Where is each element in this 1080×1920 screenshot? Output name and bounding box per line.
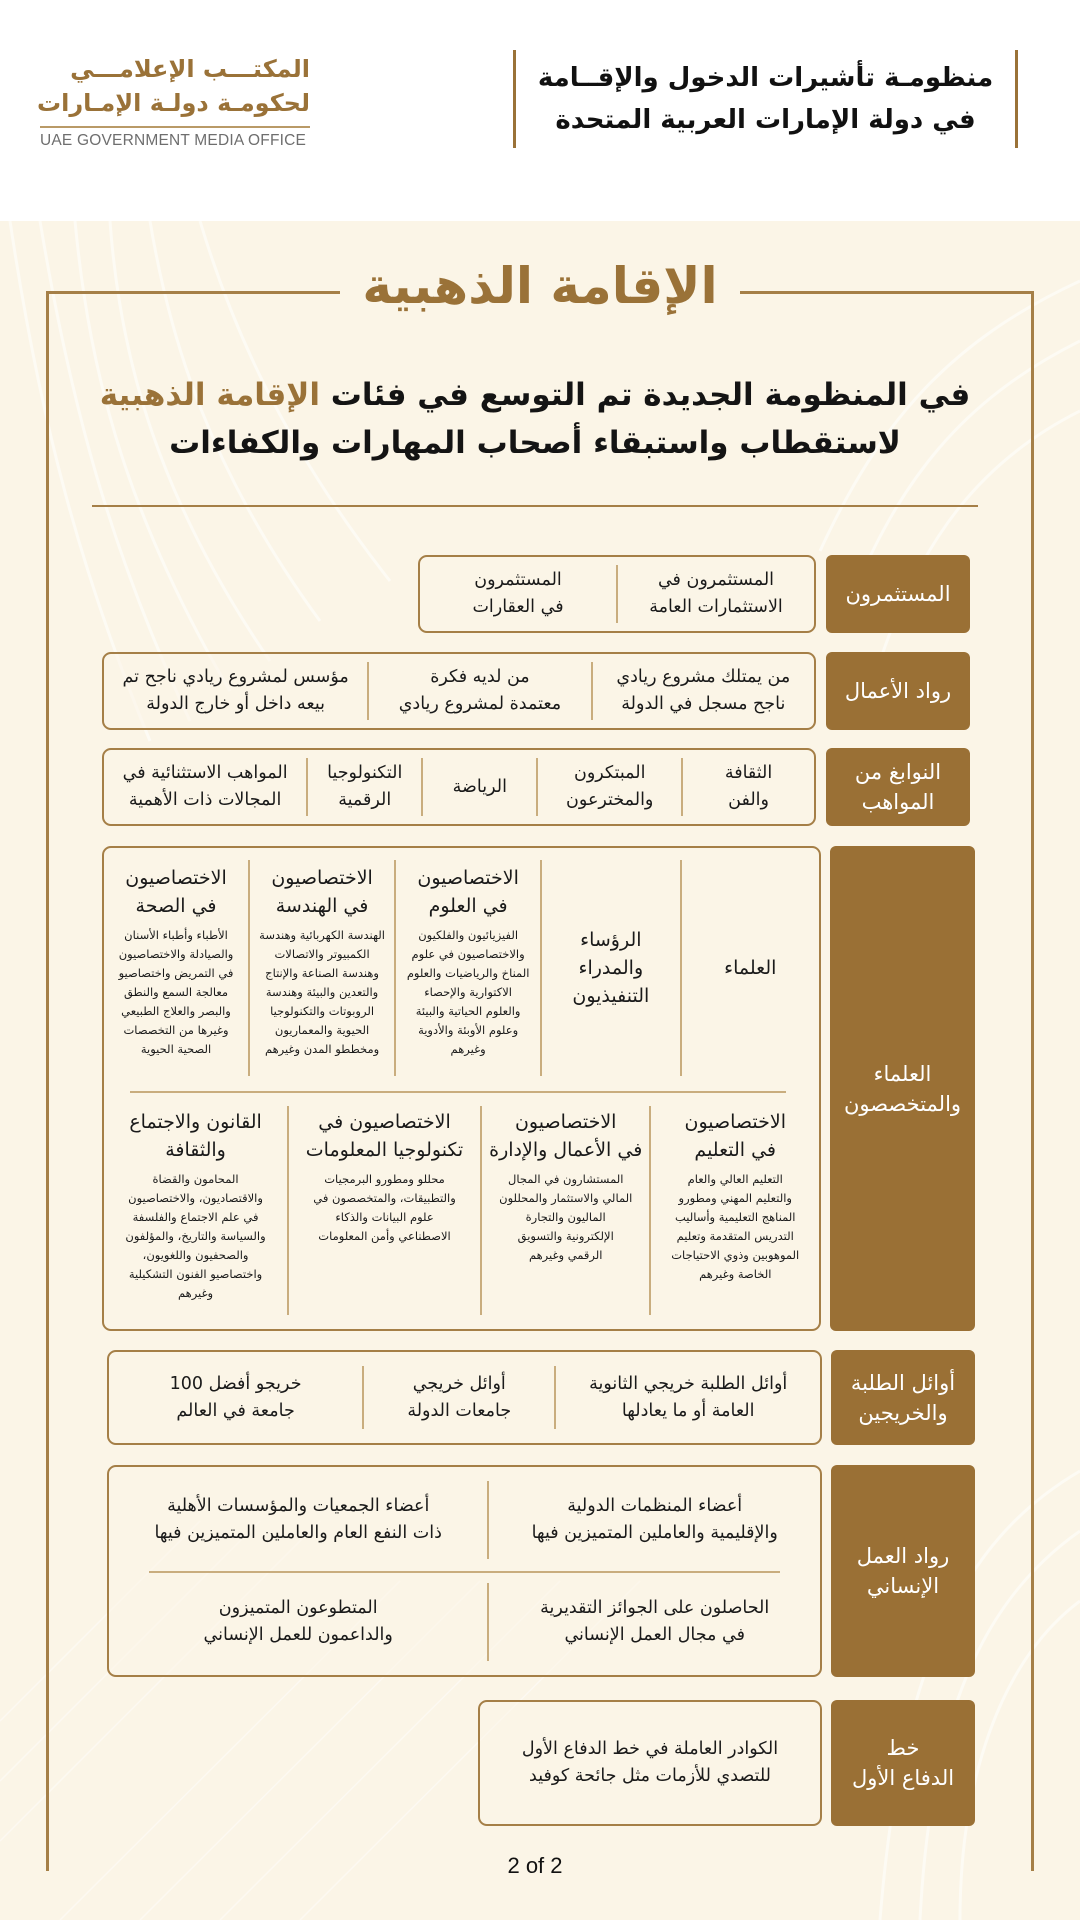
- specialist-item: [651, 1106, 819, 1315]
- category-label-investors: المستثمرون: [826, 555, 970, 633]
- specialist-item: [104, 860, 250, 1076]
- category-item: الرياضة: [423, 758, 538, 816]
- logo-arabic-line2: لحكومـة دولـة الإمـارات: [37, 89, 310, 117]
- category-item: أوائل خريجي جامعات الدولة: [364, 1366, 556, 1429]
- specialist-head: العلماء: [724, 957, 777, 979]
- specialist-head: الاختصاصيون في تكنولوجيا المعلومات: [305, 1111, 464, 1161]
- specialist-item: [682, 860, 819, 1076]
- category-item: المتطوعون المتميزون والداعمون للعمل الإنساني: [109, 1583, 489, 1661]
- specialist-head: الاختصاصيون في الهندسة: [271, 867, 373, 917]
- category-box-frontline: [478, 1700, 822, 1826]
- page-indicator: 2 of 2: [507, 1853, 563, 1878]
- category-item: المواهب الاستثنائية في المجالات ذات الأهمية: [104, 758, 308, 816]
- category-box-investors: [418, 555, 816, 633]
- category-box-talents: [102, 748, 816, 826]
- category-item: من يمتلك مشروع ريادي ناجح مسجل في الدولة: [616, 667, 791, 714]
- logo-rule: [40, 126, 310, 128]
- specialist-item: [289, 1106, 482, 1315]
- header: [0, 0, 1080, 221]
- specialist-head: الاختصاصيون في التعليم: [684, 1111, 786, 1161]
- uae-gmo-logo: [37, 52, 310, 150]
- document-title-line2: في دولة الإمارات العربية المتحدة: [555, 105, 976, 135]
- specialist-desc: الفيزيائيون والفلكيون والاختصاصيون في علوم المناخ والرياضيات والعلوم الاكتوارية والإحصاء والعلوم الحياتية والبيئة وعلوم الأوبئة والأدوية وغيرهم: [406, 928, 530, 1056]
- category-item: المستثمرون في العقارات: [420, 565, 618, 623]
- category-item: الكوادر العاملة في خط الدفاع الأول للتصدي للأزمات مثل جائحة كوفيد: [521, 1739, 779, 1786]
- specialist-head: الاختصاصيون في العلوم: [417, 867, 519, 917]
- category-item: الثقافة والفن: [724, 763, 773, 810]
- specialist-desc: الأطباء وأطباء الأسنان والصيادلة والاختصاصيون في التمريض واختصاصيو معالجة السمع والنطق والبصر والعلاج الطبيعي وغيرها من التخصصات الصحية الحيوية: [118, 928, 234, 1056]
- section-divider: [92, 505, 978, 507]
- category-item: المستثمرون في الاستثمارات العامة: [649, 570, 783, 617]
- subtitle-line1: في المنظومة الجديدة تم التوسع في فئات: [330, 377, 971, 413]
- category-label-frontline: خط الدفاع الأول: [831, 1700, 975, 1826]
- specialist-desc: الهندسة الكهربائية وهندسة الكمبيوتر والاتصالات وهندسة الصناعة والإنتاج والتعدين والبيئة وهندسة الروبوتات والتكنولوجيا الحيوية والمعماريون ومخططو المدن وغيرهم: [259, 928, 385, 1056]
- logo-english: UAE GOVERNMENT MEDIA OFFICE: [40, 132, 307, 149]
- category-item: المبتكرون والمخترعون: [538, 758, 683, 816]
- subtitle-line2: لاستقطاب واستبقاء أصحاب المهارات والكفاءات: [169, 425, 901, 461]
- specialist-head: الرؤساء والمدراء التنفيذيون: [572, 929, 650, 1007]
- specialist-desc: المحامون والقضاة والاقتصاديون، والاختصاصيون في علم الاجتماع والفلسفة والسياسة والتاريخ، والمؤلفون والصحفيون واللغويون، واختصاصيو الفنون التشكيلية وغيرهم: [125, 1172, 266, 1300]
- category-label-students: أوائل الطلبة والخريجين: [831, 1350, 975, 1445]
- category-item: التكنولوجيا الرقمية: [308, 758, 423, 816]
- specialist-item: [542, 860, 681, 1076]
- specialist-item: [482, 1106, 652, 1315]
- inner-divider: [130, 1091, 786, 1093]
- category-box-students: [107, 1350, 822, 1445]
- specialist-desc: المستشارون في المجال المالي والاستثمار والمحللون الماليون والتجارة الإلكترونية والتسويق الرقمي وغيرهم: [499, 1172, 633, 1262]
- category-label-scientists: العلماء والمتخصصون: [830, 846, 975, 1331]
- category-item: الحاصلون على الجوائز التقديرية في مجال العمل الإنساني: [540, 1598, 770, 1645]
- category-item: من لديه فكرة معتمدة لمشروع ريادي: [369, 662, 592, 720]
- specialist-desc: محللو ومطورو البرمجيات والتطبيقات، والمتخصصون في علوم البيانات والذكاء الاصطناعي وأمن المعلومات: [313, 1172, 456, 1243]
- subtitle: [92, 371, 978, 467]
- specialist-item: [396, 860, 542, 1076]
- category-item: أعضاء الجمعيات والمؤسسات الأهلية ذات النفع العام والعاملين المتميزين فيها: [109, 1481, 489, 1559]
- inner-divider: [149, 1571, 780, 1573]
- content-area: [0, 221, 1080, 1920]
- category-item: مؤسس لمشروع ريادي ناجح تم بيعه داخل أو خارج الدولة: [104, 662, 369, 720]
- specialist-item: [250, 860, 396, 1076]
- category-item: خريجو أفضل 100 جامعة في العالم: [109, 1366, 364, 1429]
- category-item: أعضاء المنظمات الدولية والإقليمية والعاملين المتميزين فيها: [531, 1496, 778, 1543]
- subtitle-highlight: الإقامة الذهبية: [99, 377, 320, 413]
- logo-arabic-line1: المكتـــب الإعلامـــي: [70, 55, 310, 83]
- category-box-scientists: [102, 846, 821, 1331]
- category-item: أوائل الطلبة خريجي الثانوية العامة أو ما يعادلها: [589, 1373, 788, 1421]
- category-label-entrepreneurs: رواد الأعمال: [826, 652, 970, 730]
- specialist-desc: التعليم العالي والعام والتعليم المهني ومطورو المناهج التعليمية وأساليب التدريس المتقدمة وتعليم الموهوبين وذوي الاحتياجات الخاصة وغيرهم: [671, 1172, 800, 1281]
- category-box-humanitarian: [107, 1465, 822, 1677]
- specialist-head: القانون والاجتماع والثقافة: [129, 1111, 262, 1161]
- document-title: [513, 50, 1018, 148]
- specialist-head: الاختصاصيون في الأعمال والإدارة: [489, 1111, 643, 1161]
- document-title-line1: منظومـة تأشيرات الدخول والإقــامة: [537, 63, 994, 93]
- specialist-item: [104, 1106, 289, 1315]
- category-box-entrepreneurs: [102, 652, 816, 730]
- category-label-talents: النوابغ من المواهب: [826, 748, 970, 826]
- page-title: الإقامة الذهبية: [340, 251, 739, 321]
- specialist-head: الاختصاصيون في الصحة: [125, 867, 227, 917]
- category-label-humanitarian: رواد العمل الإنساني: [831, 1465, 975, 1677]
